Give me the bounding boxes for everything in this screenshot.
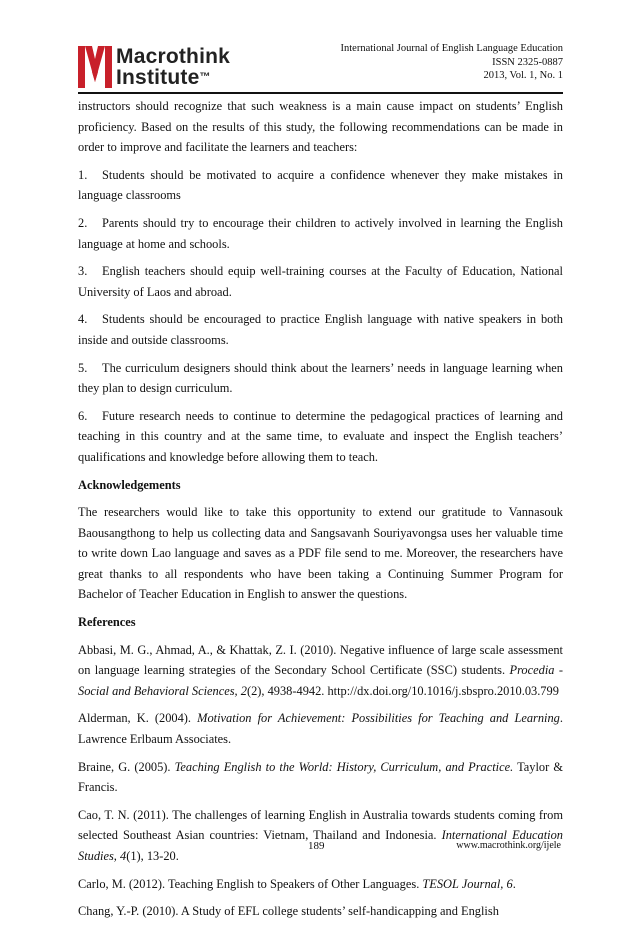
acknowledgements-text: The researchers would like to take this opportunity to extend our gratitude to Vannasouk Baousangthong to help us collecting data and Sangsavanh Souriyavongsa uses her valuable time to write down Lao language and saves as a PDF file send to me. Moreover, the researchers have great thanks to all respondents who have been taking a Continuing Summer Program for Bachelor of Teacher Education in English to answer the questions.: [78, 505, 563, 602]
page-body: [78, 96, 563, 929]
page-number: 189: [308, 840, 325, 852]
logo-line1: Macrothink: [116, 45, 231, 68]
logo-wordmark: [116, 46, 230, 88]
reference-item: Alderman, K. (2004). Motivation for Achievement: Possibilities for Teaching and Learning. Lawrence Erlbaum Associates.: [78, 711, 563, 747]
recommendation-item: 1. Students should be motivated to acquire a confidence whenever they make mistakes in language classrooms: [78, 167, 563, 203]
reference-item: Abbasi, M. G., Ahmad, A., & Khattak, Z. I. (2010). Negative influence of large scale assessment on language learning strategies of the Secondary School Certificate (SSC) students. Procedia - Social and Behavioral Sciences, 2(2), 4938-4942. http://dx.doi.org/10.1016/j.sbspro.2010.03.799: [78, 642, 563, 698]
recommendation-item: 5. The curriculum designers should think about the learners’ needs in language learning when they plan to design curriculum.: [78, 360, 563, 396]
logo-line2: Institute: [116, 66, 200, 89]
recommendation-item: 6. Future research needs to continue to determine the pedagogical practices of learning and teaching in this country and at the same time, to evaluate and inspect the English teachers’ qualifications and knowledge before allowing them to teach.: [78, 408, 563, 464]
journal-website-link[interactable]: www.macrothink.org/ijele: [456, 840, 561, 851]
journal-info: [341, 42, 563, 83]
acknowledgements-heading: Acknowledgements: [78, 477, 181, 492]
journal-issn: ISSN 2325-0887: [492, 56, 563, 68]
reference-item: Chang, Y.-P. (2010). A Study of EFL college students’ self-handicapping and English: [78, 904, 499, 919]
recommendation-item: 2. Parents should try to encourage their children to actively involved in learning the English language at home and schools.: [78, 215, 563, 251]
recommendation-item: 3. English teachers should equip well-training courses at the Faculty of Education, National University of Laos and abroad.: [78, 264, 563, 299]
reference-item: Carlo, M. (2012). Teaching English to Speakers of Other Languages. TESOL Journal, 6.: [78, 876, 516, 891]
macrothink-logo: [78, 44, 268, 92]
macrothink-logo-icon: [78, 46, 112, 88]
journal-issue: 2013, Vol. 1, No. 1: [483, 70, 563, 81]
references-heading: References: [78, 615, 136, 630]
intro-paragraph: instructors should recognize that such weakness is a main cause impact on students’ English proficiency. Based on the results of this study, the following recommendations can be made in order to improve and facilitate the learners and teachers:: [78, 99, 563, 155]
logo-trademark: ™: [199, 71, 211, 83]
header-rule: [78, 92, 563, 94]
journal-title: International Journal of English Language Education: [340, 43, 563, 54]
recommendation-item: 4. Students should be encouraged to practice English language with native speakers in both inside and outside classrooms.: [78, 312, 563, 347]
reference-item: Cao, T. N. (2011). The challenges of learning English in Australia towards students coming from selected Southeast Asian countries: Vietnam, Thailand and Indonesia. International Education Studies, 4(1), 13-20.: [78, 807, 563, 863]
reference-item: Braine, G. (2005). Teaching English to the World: History, Curriculum, and Practice. Taylor & Francis.: [78, 759, 563, 795]
